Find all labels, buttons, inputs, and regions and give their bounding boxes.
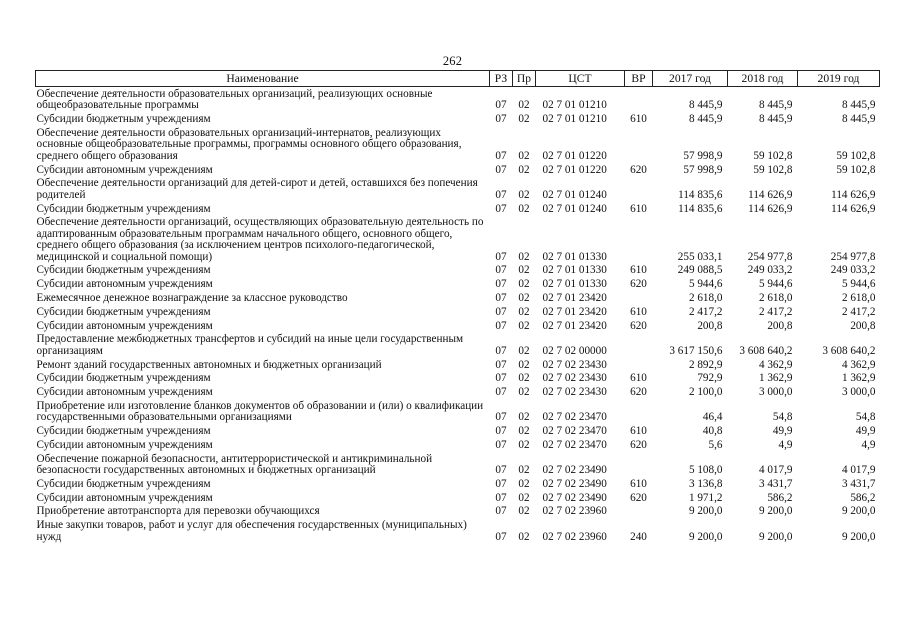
table-row: [36, 176, 880, 201]
cell-name: Субсидии бюджетным учреждениям: [36, 264, 211, 277]
cell-cst: 02 7 01 23420: [542, 305, 607, 318]
cell-vr: [625, 505, 653, 519]
cell-vr: [625, 176, 653, 201]
cell-cst: 02 7 02 23430: [542, 386, 607, 399]
cell-2017: 2 892,9: [688, 358, 723, 371]
cell-2017: 249 088,5: [677, 264, 723, 277]
cell-2017: 255 033,1: [677, 250, 723, 263]
cell-2017: 40,8: [702, 425, 723, 438]
cell-pr: 02: [518, 99, 530, 112]
cell-2019: 2 417,2: [841, 305, 876, 318]
cell-rz: 07: [495, 113, 507, 126]
cell-pr: 02: [518, 477, 530, 490]
header-pr: Пр: [513, 71, 536, 87]
cell-pr: 02: [518, 505, 530, 518]
cell-vr: 620: [630, 491, 647, 504]
cell-2017: 3 136,8: [688, 477, 723, 490]
cell-vr: [625, 452, 653, 477]
cell-vr: [625, 399, 653, 424]
cell-pr: 02: [518, 291, 530, 304]
table-row: [36, 277, 880, 291]
cell-pr: 02: [518, 411, 530, 424]
cell-2019: 4,9: [861, 438, 876, 451]
cell-2018: 54,8: [772, 411, 793, 424]
cell-rz: 07: [495, 386, 507, 399]
cell-2019: 4 362,9: [841, 358, 876, 371]
header-name: Наименование: [36, 71, 490, 87]
cell-2018: 254 977,8: [747, 250, 793, 263]
cell-2019: 3 608 640,2: [822, 344, 876, 357]
cell-2019: 114 626,9: [831, 188, 876, 201]
cell-vr: 610: [630, 372, 647, 385]
cell-cst: 02 7 02 23960: [542, 530, 607, 543]
cell-2018: 59 102,8: [753, 163, 793, 176]
table-row: [36, 491, 880, 505]
table-row: [36, 319, 880, 333]
cell-2018: 9 200,0: [758, 530, 793, 543]
cell-name: Ежемесячное денежное вознаграждение за классное руководство: [36, 291, 348, 304]
cell-name: Субсидии бюджетным учреждениям: [36, 305, 211, 318]
table-body: [36, 87, 880, 544]
cell-2019: 4 017,9: [841, 464, 876, 477]
cell-pr: 02: [518, 344, 530, 357]
cell-2018: 4 362,9: [758, 358, 793, 371]
cell-rz: 07: [495, 530, 507, 543]
cell-rz: 07: [495, 464, 507, 477]
cell-rz: 07: [495, 505, 507, 518]
table-row: [36, 358, 880, 372]
cell-rz: 07: [495, 477, 507, 490]
cell-2018: 114 626,9: [748, 202, 793, 215]
cell-rz: 07: [495, 99, 507, 112]
cell-cst: 02 7 02 23470: [542, 411, 607, 424]
cell-pr: 02: [518, 264, 530, 277]
cell-2017: 8 445,9: [688, 99, 723, 112]
cell-2017: 57 998,9: [683, 163, 723, 176]
cell-rz: 07: [495, 344, 507, 357]
cell-vr: 620: [630, 386, 647, 399]
cell-name: Субсидии бюджетным учреждениям: [36, 425, 211, 438]
cell-rz: 07: [495, 425, 507, 438]
cell-cst: 02 7 02 23490: [542, 491, 607, 504]
cell-2018: 200,8: [767, 319, 793, 332]
cell-2019: 9 200,0: [841, 530, 876, 543]
cell-2018: 249 033,2: [747, 264, 793, 277]
cell-2018: 49,9: [772, 425, 793, 438]
cell-cst: 02 7 02 23470: [542, 438, 607, 451]
cell-pr: 02: [518, 149, 530, 162]
table-row: [36, 163, 880, 177]
cell-rz: 07: [495, 291, 507, 304]
cell-2019: 5 944,6: [841, 278, 876, 291]
cell-pr: 02: [518, 163, 530, 176]
cell-2018: 3 608 640,2: [739, 344, 793, 357]
cell-pr: 02: [518, 530, 530, 543]
cell-2017: 792,9: [697, 372, 723, 385]
cell-name: Субсидии автономным учреждениям: [36, 163, 213, 176]
table-row: [36, 112, 880, 126]
cell-vr: 610: [630, 113, 647, 126]
cell-2017: 3 617 150,6: [669, 344, 723, 357]
cell-2018: 4,9: [778, 438, 793, 451]
table-row: [36, 371, 880, 385]
table-row: [36, 452, 880, 477]
cell-pr: 02: [518, 202, 530, 215]
cell-2019: 114 626,9: [831, 202, 876, 215]
cell-cst: 02 7 02 23490: [542, 477, 607, 490]
header-cst: ЦСТ: [536, 71, 625, 87]
cell-vr: [625, 215, 653, 263]
table-row: [36, 477, 880, 491]
cell-rz: 07: [495, 305, 507, 318]
cell-2017: 8 445,9: [688, 113, 723, 126]
cell-name: Предоставление межбюджетных трансфертов и субсидий на иные цели государственным организациям: [36, 333, 464, 357]
cell-rz: 07: [495, 491, 507, 504]
cell-pr: 02: [518, 278, 530, 291]
cell-2019: 249 033,2: [830, 264, 876, 277]
cell-pr: 02: [518, 491, 530, 504]
cell-pr: 02: [518, 438, 530, 451]
cell-name: Приобретение или изготовление бланков документов об образовании и (или) о квалификации государственными образовательными организациями: [36, 399, 484, 424]
cell-vr: 620: [630, 278, 647, 291]
cell-vr: 610: [630, 425, 647, 438]
cell-2018: 586,2: [767, 491, 793, 504]
cell-2018: 8 445,9: [758, 99, 793, 112]
cell-vr: [625, 291, 653, 305]
table-row: [36, 126, 880, 163]
cell-2018: 2 618,0: [758, 291, 793, 304]
cell-name: Обеспечение деятельности организаций, осуществляющих образовательную деятельность по адаптированным образовательным программам начального общего, основного общего, среднего общего образования (за исключением центров психолого-педагогической, медицинской и социальной помощи): [36, 216, 484, 263]
cell-vr: 610: [630, 202, 647, 215]
cell-2019: 2 618,0: [841, 291, 876, 304]
cell-name: Субсидии бюджетным учреждениям: [36, 113, 211, 126]
table-header-row: [36, 71, 880, 87]
cell-name: Обеспечение деятельности организаций для детей-сирот и детей, оставшихся без попечения родителей: [36, 177, 478, 201]
cell-name: Субсидии автономным учреждениям: [36, 319, 213, 332]
cell-cst: 02 7 01 23420: [542, 291, 607, 304]
cell-2018: 2 417,2: [758, 305, 793, 318]
cell-2018: 59 102,8: [753, 149, 793, 162]
cell-vr: [625, 358, 653, 372]
cell-name: Субсидии бюджетным учреждениям: [36, 372, 211, 385]
cell-name: Ремонт зданий государственных автономных и бюджетных организаций: [36, 358, 382, 371]
cell-2017: 5 108,0: [688, 464, 723, 477]
cell-pr: 02: [518, 464, 530, 477]
cell-2018: 3 000,0: [758, 386, 793, 399]
cell-cst: 02 7 02 23470: [542, 425, 607, 438]
table-row: [36, 505, 880, 519]
cell-2017: 9 200,0: [688, 505, 723, 518]
cell-cst: 02 7 01 01240: [542, 188, 607, 201]
cell-2017: 1 971,2: [688, 491, 723, 504]
cell-vr: [625, 332, 653, 357]
cell-cst: 02 7 01 23420: [542, 319, 607, 332]
cell-cst: 02 7 01 01210: [542, 113, 607, 126]
cell-2017: 114 835,6: [678, 188, 723, 201]
cell-rz: 07: [495, 358, 507, 371]
table-row: [36, 215, 880, 263]
cell-rz: 07: [495, 250, 507, 263]
table-row: [36, 291, 880, 305]
cell-2018: 114 626,9: [748, 188, 793, 201]
header-2017: 2017 год: [653, 71, 728, 87]
cell-vr: 610: [630, 477, 647, 490]
cell-pr: 02: [518, 372, 530, 385]
header-2019: 2019 год: [798, 71, 880, 87]
table-row: [36, 399, 880, 424]
cell-name: Субсидии автономным учреждениям: [36, 278, 213, 291]
cell-2019: 8 445,9: [841, 113, 876, 126]
table-row: [36, 202, 880, 216]
cell-rz: 07: [495, 372, 507, 385]
cell-cst: 02 7 02 23430: [542, 372, 607, 385]
cell-vr: [625, 126, 653, 163]
cell-2019: 3 431,7: [841, 477, 876, 490]
cell-2018: 8 445,9: [758, 113, 793, 126]
cell-2018: 4 017,9: [758, 464, 793, 477]
table-row: [36, 438, 880, 452]
cell-2017: 5,6: [708, 438, 723, 451]
cell-name: Обеспечение деятельности образовательных организаций-интернатов, реализующих основные общеобразовательные программы, программы основного общего образования, среднего общего образования: [36, 126, 462, 162]
table-row: [36, 305, 880, 319]
cell-rz: 07: [495, 163, 507, 176]
cell-name: Субсидии автономным учреждениям: [36, 491, 213, 504]
cell-rz: 07: [495, 264, 507, 277]
cell-pr: 02: [518, 113, 530, 126]
cell-rz: 07: [495, 188, 507, 201]
cell-rz: 07: [495, 202, 507, 215]
cell-2019: 1 362,9: [841, 372, 876, 385]
cell-2017: 2 100,0: [688, 386, 723, 399]
header-vr: ВР: [625, 71, 653, 87]
cell-pr: 02: [518, 188, 530, 201]
budget-table: [35, 70, 880, 544]
cell-2018: 1 362,9: [758, 372, 793, 385]
cell-cst: 02 7 02 23960: [542, 505, 607, 518]
header-rz: РЗ: [490, 71, 513, 87]
cell-name: Субсидии автономным учреждениям: [36, 386, 213, 399]
table-row: [36, 263, 880, 277]
cell-2017: 2 417,2: [688, 305, 723, 318]
cell-rz: 07: [495, 411, 507, 424]
cell-cst: 02 7 01 01240: [542, 202, 607, 215]
cell-2017: 57 998,9: [683, 149, 723, 162]
cell-rz: 07: [495, 278, 507, 291]
cell-cst: 02 7 01 01210: [542, 99, 607, 112]
cell-2017: 5 944,6: [688, 278, 723, 291]
cell-cst: 02 7 02 23430: [542, 358, 607, 371]
cell-name: Субсидии бюджетным учреждениям: [36, 477, 211, 490]
cell-pr: 02: [518, 305, 530, 318]
table-row: [36, 332, 880, 357]
cell-vr: [625, 87, 653, 113]
cell-cst: 02 7 01 01220: [542, 149, 607, 162]
cell-pr: 02: [518, 250, 530, 263]
cell-cst: 02 7 01 01330: [542, 264, 607, 277]
cell-2019: 3 000,0: [841, 386, 876, 399]
cell-2019: 9 200,0: [841, 505, 876, 518]
cell-vr: 240: [630, 530, 647, 543]
cell-2019: 49,9: [855, 425, 876, 438]
cell-name: Обеспечение деятельности образовательных организаций, реализующих основные общеобразовательные программы: [36, 87, 433, 112]
cell-cst: 02 7 01 01220: [542, 163, 607, 176]
cell-2018: 5 944,6: [758, 278, 793, 291]
cell-rz: 07: [495, 149, 507, 162]
cell-pr: 02: [518, 319, 530, 332]
cell-2017: 2 618,0: [688, 291, 723, 304]
cell-cst: 02 7 01 01330: [542, 278, 607, 291]
cell-2017: 9 200,0: [688, 530, 723, 543]
cell-vr: 610: [630, 305, 647, 318]
header-2018: 2018 год: [728, 71, 798, 87]
table-row: [36, 424, 880, 438]
cell-2019: 59 102,8: [836, 149, 876, 162]
cell-vr: 610: [630, 264, 647, 277]
cell-name: Обеспечение пожарной безопасности, антитеррористической и антикриминальной безопасности государственных автономных и бюджетных организаций: [36, 452, 433, 477]
cell-2019: 254 977,8: [830, 250, 876, 263]
cell-vr: 620: [630, 438, 647, 451]
cell-name: Субсидии автономным учреждениям: [36, 438, 213, 451]
cell-cst: 02 7 02 00000: [542, 344, 607, 357]
cell-pr: 02: [518, 425, 530, 438]
table-row: [36, 518, 880, 543]
cell-2017: 200,8: [697, 319, 723, 332]
cell-cst: 02 7 02 23490: [542, 464, 607, 477]
table-row: [36, 87, 880, 113]
cell-rz: 07: [495, 319, 507, 332]
cell-2018: 3 431,7: [758, 477, 793, 490]
cell-2018: 9 200,0: [758, 505, 793, 518]
cell-vr: 620: [630, 319, 647, 332]
cell-rz: 07: [495, 438, 507, 451]
cell-2019: 586,2: [850, 491, 876, 504]
cell-name: Субсидии бюджетным учреждениям: [36, 202, 211, 215]
table-row: [36, 385, 880, 399]
cell-2019: 54,8: [855, 411, 876, 424]
cell-name: Приобретение автотранспорта для перевозки обучающихся: [36, 505, 320, 518]
cell-2019: 8 445,9: [841, 99, 876, 112]
cell-2017: 114 835,6: [678, 202, 723, 215]
cell-vr: 620: [630, 163, 647, 176]
cell-name: Иные закупки товаров, работ и услуг для обеспечения государственных (муниципальных) нужд: [36, 519, 467, 543]
cell-pr: 02: [518, 386, 530, 399]
cell-2017: 46,4: [702, 411, 723, 424]
cell-2019: 59 102,8: [836, 163, 876, 176]
cell-2019: 200,8: [850, 319, 876, 332]
cell-pr: 02: [518, 358, 530, 371]
cell-cst: 02 7 01 01330: [542, 250, 607, 263]
page-number: 262: [442, 54, 463, 68]
